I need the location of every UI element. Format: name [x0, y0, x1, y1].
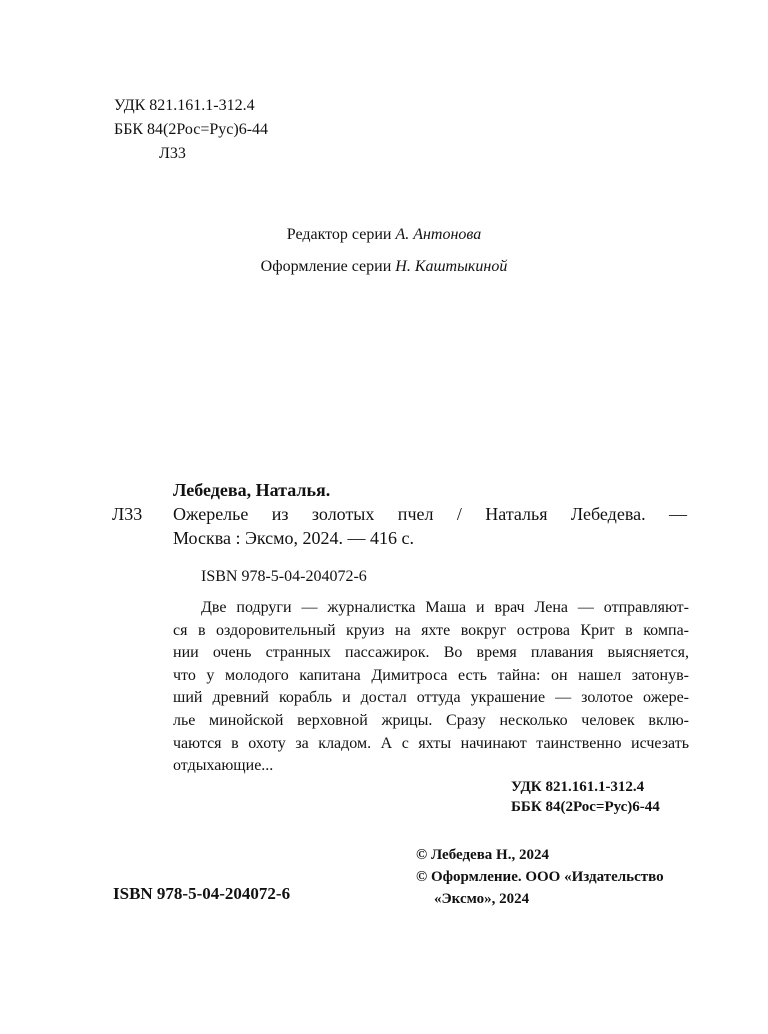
- bbk-code: ББК 84(2Рос=Рус)6-44: [114, 121, 269, 138]
- annotation-line: ся в оздоровительный круиз на яхте вокруг острова Крит в компа-: [173, 621, 689, 639]
- book-author: Лебедева, Наталья.: [173, 480, 331, 500]
- copyright-block: [416, 844, 664, 910]
- isbn-entry: ISBN 978-5-04-204072-6: [201, 568, 367, 585]
- annotation-line: лье минойской верховной жрицы. Сразу несколько человек вклю-: [173, 711, 689, 729]
- series-design-credit: [0, 258, 768, 276]
- isbn-bottom: ISBN 978-5-04-204072-6: [113, 884, 291, 903]
- copyright-publisher: © Оформление. ООО «Издательство: [416, 869, 664, 885]
- annotation-line: ший древний корабль и достал оттуда украшение — золотое ожере-: [173, 689, 689, 707]
- annotation-line: нии очень странных пассажирок. Во время плавания выясняется,: [173, 644, 689, 662]
- udk-code: УДК 821.161.1-312.4: [114, 97, 255, 114]
- series-editor-label: Редактор серии: [286, 226, 392, 243]
- book-title-line-1: Ожерелье из золотых пчел / Наталья Лебедева. —: [173, 504, 687, 524]
- book-annotation: [173, 597, 689, 778]
- series-editor-credit: [0, 226, 768, 244]
- bbk-code-bottom: ББК 84(2Рос=Рус)6-44: [511, 799, 660, 815]
- classification-codes-bottom: [511, 777, 660, 817]
- author-mark-code: Л33: [159, 145, 186, 162]
- annotation-line: отдыхающие...: [173, 757, 274, 775]
- series-design-label: Оформление серии: [260, 258, 392, 275]
- series-design-name: Н. Каштыкиной: [395, 258, 508, 275]
- udk-code-bottom: УДК 821.161.1-312.4: [511, 779, 645, 795]
- copyright-author: © Лебедева Н., 2024: [416, 847, 549, 863]
- annotation-line: что у молодого капитана Димитроса есть тайна: он нашел затонув-: [173, 666, 689, 684]
- series-editor-name: А. Антонова: [395, 226, 482, 243]
- author-mark: Л33: [112, 504, 143, 524]
- annotation-line: чаются в охоту за кладом. А с яхты начинают таинственно исчезать: [173, 734, 689, 752]
- annotation-line: Две подруги — журналистка Маша и врач Лена — отправляют-: [201, 599, 689, 616]
- book-imprint-line: Москва : Эксмо, 2024. — 416 с.: [173, 528, 415, 548]
- classification-codes-top: [114, 94, 268, 166]
- copyright-publisher-cont: «Эксмо», 2024: [434, 891, 530, 907]
